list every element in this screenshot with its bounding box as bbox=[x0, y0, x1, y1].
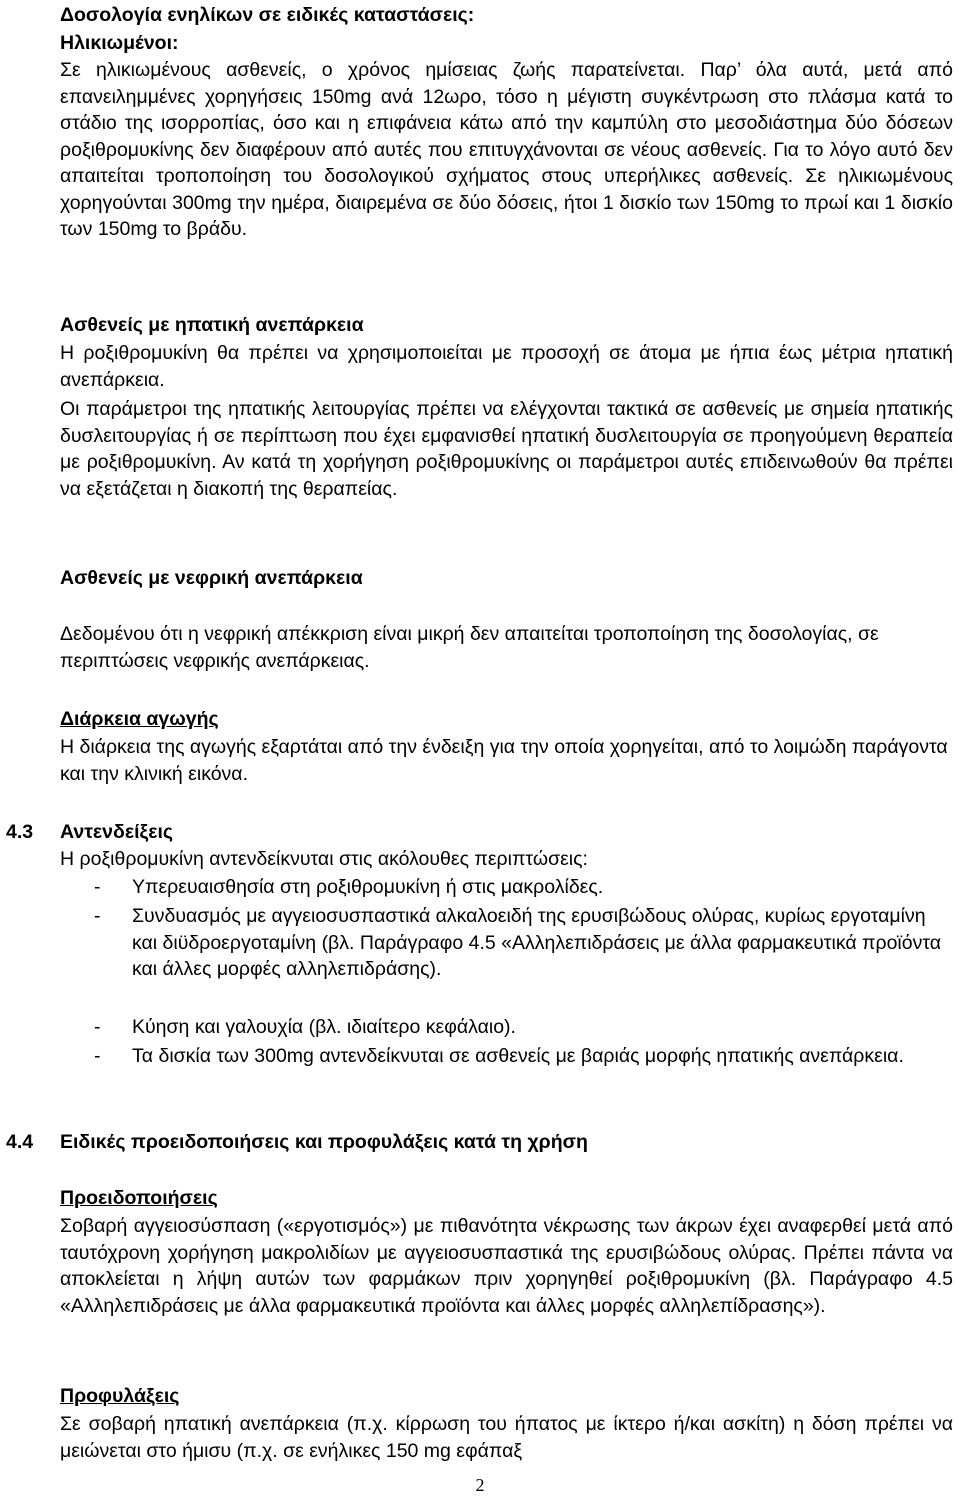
duration-paragraph: Η διάρκεια της αγωγής εξαρτάται από την ένδειξη για την οποία χορηγείται, από το λοιμώδη παράγοντα και την κλινική εικόνα. bbox=[60, 736, 948, 785]
list-item-text: Κύηση και γαλουχία (βλ. ιδιαίτερο κεφάλαιο). bbox=[132, 1016, 516, 1038]
list-dash: - bbox=[94, 876, 101, 898]
list-dash: - bbox=[94, 905, 101, 927]
precautions-heading: Προφυλάξεις bbox=[60, 1385, 180, 1407]
list-dash: - bbox=[94, 1016, 101, 1038]
warnings-heading: Προειδοποιήσεις bbox=[60, 1187, 218, 1209]
precautions-paragraph: Σε σοβαρή ηπατική ανεπάρκεια (π.χ. κίρρωση του ήπατος με ίκτερο ή/και ασκίτη) η δόση πρέπει να μειώνεται στο ήμισυ (π.χ. σε ενήλικες 150 mg εφάπαξ bbox=[60, 1413, 953, 1462]
dosage-special-heading: Δοσολογία ενηλίκων σε ειδικές καταστάσεις: bbox=[60, 4, 475, 26]
section-4-4-title: Ειδικές προειδοποιήσεις και προφυλάξεις κατά τη χρήση bbox=[60, 1131, 588, 1153]
duration-heading: Διάρκεια αγωγής bbox=[60, 708, 219, 730]
section-4-3-number: 4.3 bbox=[6, 821, 34, 843]
section-4-3-title: Αντενδείξεις bbox=[60, 821, 174, 843]
list-item-text: Υπερευαισθησία στη ροξιθρομυκίνη ή στις μακρολίδες. bbox=[132, 876, 604, 898]
elderly-subheading: Ηλικιωμένοι: bbox=[60, 32, 179, 54]
list-item-text: Τα δισκία των 300mg αντενδείκνυται σε ασθενείς με βαριάς μορφής ηπατικής ανεπάρκεια. bbox=[132, 1045, 904, 1067]
page-number: 2 bbox=[475, 1475, 485, 1495]
contraindications-intro: Η ροξιθρομυκίνη αντενδείκνυται στις ακόλουθες περιπτώσεις: bbox=[60, 848, 588, 870]
renal-heading: Ασθενείς με νεφρική ανεπάρκεια bbox=[60, 567, 363, 589]
elderly-paragraph: Σε ηλικιωμένους ασθενείς, ο χρόνος ημίσειας ζωής παρατείνεται. Παρ’ όλα αυτά, μετά από επανειλημμένες χορηγήσεις 150mg ανά 12ωρο, τόσο η μέγιστη συγκέντρωση στο πλάσμα κατά το στάδιο της ισορροπίας, όσο και η επιφάνεια κάτω από την καμπύλη στο μεσοδιάστημα δύο δόσεων ροξιθρομυκίνης δεν διαφέρουν από αυτές που επιτυγχάνονται σε νέους ασθενείς. Για το λόγο αυτό δεν απαιτείται τροποποίηση του δοσολογικού σχήματος στους υπερήλικες ασθενείς. Σε ηλικιωμένους χορηγούνται 300mg την ημέρα, διαιρεμένα σε δύο δόσεις, ήτοι 1 δισκίο των 150mg το πρωί και 1 δισκίο των 150mg το βράδυ. bbox=[60, 59, 953, 240]
warnings-paragraph: Σοβαρή αγγειοσύσπαση («εργοτισμός») με πιθανότητα νέκρωσης των άκρων έχει αναφερθεί μετά από ταυτόχρονη χορήγηση μακρολιδίων με αγγειοσυσπαστικά της ερυσιβώδους ολύρας. Πρέπει πάντα να αποκλείεται η λήψη αυτών των φαρμάκων πριν χορηγηθεί ροξιθρομυκίνη (βλ. Παράγραφο 4.5 «Αλληλεπιδράσεις με άλλα φαρμακευτικά προϊόντα και άλλες μορφές αλληλεπίδρασης»). bbox=[60, 1215, 953, 1317]
hepatic-heading: Ασθενείς με ηπατική ανεπάρκεια bbox=[60, 314, 364, 336]
list-dash: - bbox=[94, 1045, 101, 1067]
hepatic-paragraph-1: Η ροξιθρομυκίνη θα πρέπει να χρησιμοποιείται με προσοχή σε άτομα με ήπια έως μέτρια ηπατική ανεπάρκεια. bbox=[60, 342, 953, 391]
renal-paragraph: Δεδομένου ότι η νεφρική απέκκριση είναι μικρή δεν απαιτείται τροποποίηση της δοσολογίας, σε περιπτώσεις νεφρικής ανεπάρκειας. bbox=[60, 623, 879, 672]
hepatic-paragraph-2: Οι παράμετροι της ηπατικής λειτουργίας πρέπει να ελέγχονται τακτικά σε ασθενείς με σημεία ηπατικής δυσλειτουργίας ή σε περίπτωση που έχει εμφανισθεί ηπατική δυσλειτουργία σε προηγούμενη θεραπεία με ροξιθρομυκίνη. Αν κατά τη χορήγηση ροξιθρομυκίνης οι παράμετροι αυτές επιδεινωθούν θα πρέπει να εξετάζεται η διακοπή της θεραπείας. bbox=[60, 398, 953, 500]
section-4-4-number: 4.4 bbox=[6, 1131, 34, 1153]
list-item-text: Συνδυασμός με αγγειοσυσπαστικά αλκαλοειδή της ερυσιβώδους ολύρας, κυρίως εργοταμίνη και διϋδροεργοταμίνη (βλ. Παράγραφο 4.5 «Αλληλεπιδράσεις με άλλα φαρμακευτικά προϊόντα και άλλες μορφές αλληλεπιδράσης). bbox=[132, 905, 942, 980]
